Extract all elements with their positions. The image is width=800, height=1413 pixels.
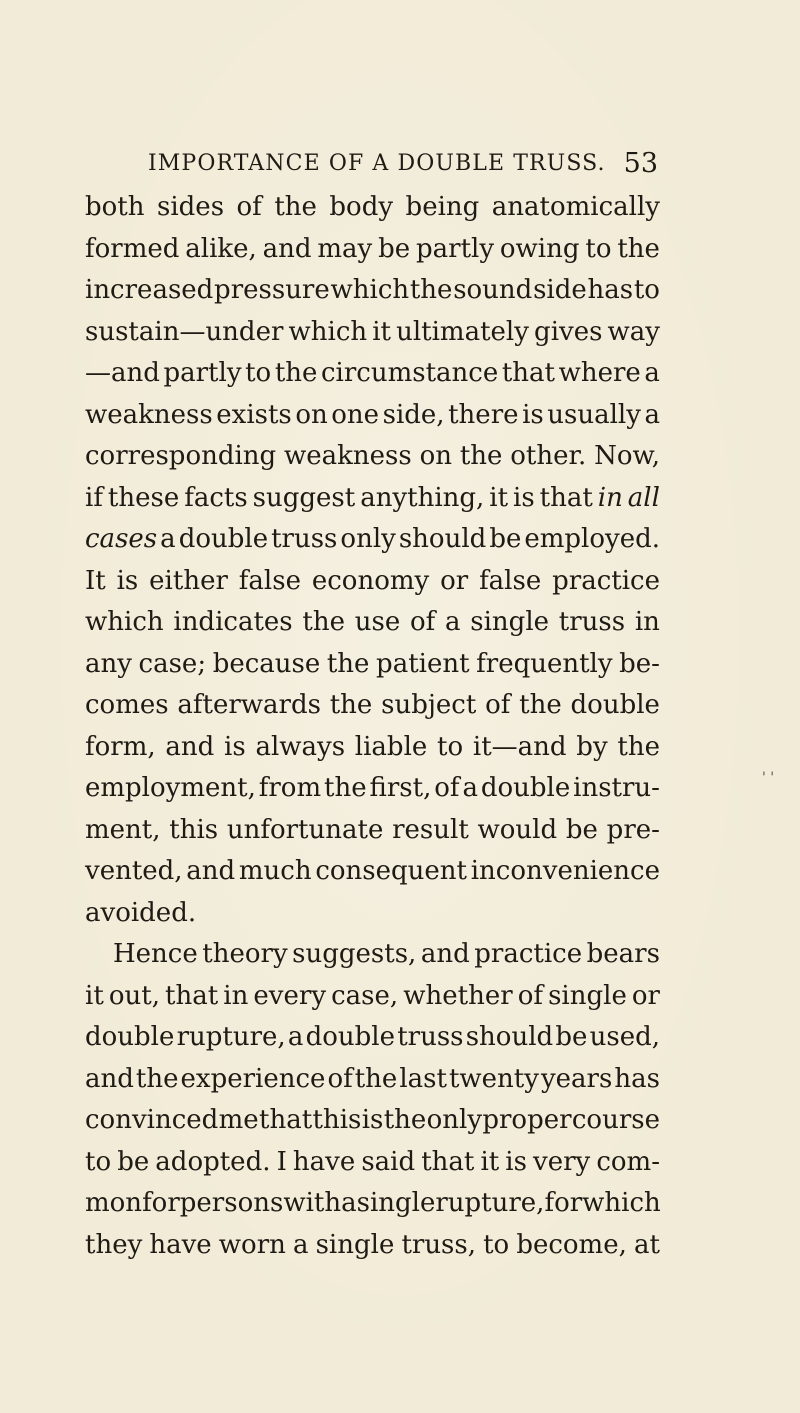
word: in xyxy=(634,607,660,637)
word: is xyxy=(505,1146,527,1177)
text-line xyxy=(85,353,660,395)
word: where xyxy=(558,358,641,388)
word: to xyxy=(85,1146,112,1177)
word: liable xyxy=(354,731,428,762)
word: consequent xyxy=(315,856,468,886)
word: out, xyxy=(108,980,160,1011)
text-line xyxy=(85,312,660,354)
word: be xyxy=(117,1146,150,1177)
word: rupture, xyxy=(435,1188,545,1218)
word: truss xyxy=(271,524,338,554)
word: adopted. xyxy=(155,1146,271,1177)
text-line xyxy=(85,1142,660,1184)
word: or xyxy=(631,980,660,1011)
word: the xyxy=(302,607,345,637)
word: afterwards xyxy=(177,690,321,720)
text-line-with-italic xyxy=(85,519,660,561)
word: body xyxy=(329,192,394,222)
word: partly xyxy=(163,358,242,388)
word: only xyxy=(340,524,396,554)
word: that xyxy=(539,482,593,513)
word: anything, xyxy=(360,482,485,513)
word: be xyxy=(555,1022,588,1052)
word: use xyxy=(354,607,401,637)
word: proper xyxy=(482,1105,572,1135)
text-line-paragraph-start xyxy=(85,934,660,976)
word: a xyxy=(462,773,478,803)
word: may xyxy=(317,233,373,264)
word: the xyxy=(135,1063,179,1094)
word: that xyxy=(421,1146,475,1177)
word: partly xyxy=(416,233,495,264)
word: a xyxy=(644,358,660,388)
word: one xyxy=(331,399,380,430)
word: rupture, xyxy=(176,1022,286,1052)
word: is xyxy=(361,1105,384,1135)
text-line-with-italic xyxy=(85,478,660,520)
word: for xyxy=(544,1188,583,1218)
word: increased xyxy=(85,275,214,305)
word: twenty xyxy=(448,1063,539,1094)
word: ment, xyxy=(85,814,161,845)
word: facts xyxy=(184,482,248,513)
word: the xyxy=(519,690,562,720)
word: have xyxy=(149,1229,212,1260)
word: is xyxy=(513,482,535,513)
word: is xyxy=(522,399,544,430)
word: truss, xyxy=(401,1229,477,1260)
text-line xyxy=(85,395,660,437)
word: the xyxy=(409,275,453,305)
word: mon xyxy=(85,1188,143,1218)
word: with xyxy=(283,1188,342,1218)
word: only xyxy=(426,1105,483,1135)
text-line xyxy=(85,1100,660,1142)
word: experience xyxy=(180,1063,326,1094)
word: exists xyxy=(216,399,292,430)
word: worn xyxy=(218,1229,286,1260)
word: this xyxy=(169,814,219,845)
word: of xyxy=(236,192,262,222)
word: indicates xyxy=(173,607,293,637)
word: they xyxy=(85,1229,143,1260)
word: years xyxy=(540,1063,613,1094)
word: either xyxy=(149,565,228,596)
word: anatomically xyxy=(491,192,660,222)
word: inconvenience xyxy=(470,856,660,886)
text-line xyxy=(85,1017,660,1059)
text-line xyxy=(85,1225,660,1267)
word: on xyxy=(419,441,452,471)
word: single xyxy=(356,1188,436,1218)
word: patient xyxy=(376,648,470,679)
word: the xyxy=(354,1063,398,1094)
word: ultimately xyxy=(396,316,529,347)
text-line xyxy=(85,851,660,893)
word: the xyxy=(617,233,660,264)
word: double xyxy=(480,773,571,803)
word: if xyxy=(85,482,103,513)
running-head: IMPORTANCE OF A DOUBLE TRUSS. xyxy=(148,151,606,176)
word: circumstance xyxy=(321,358,499,388)
word: and xyxy=(85,1063,134,1094)
word: other. xyxy=(510,441,587,471)
word: first, xyxy=(369,773,432,803)
word: said xyxy=(361,1146,416,1177)
word: the xyxy=(383,1105,427,1135)
word: practice xyxy=(552,565,660,596)
word: weakness xyxy=(284,441,412,471)
word: alike, xyxy=(185,233,257,264)
word: false xyxy=(238,565,301,596)
word: —and xyxy=(85,358,160,388)
word: sound xyxy=(453,275,533,305)
text-line xyxy=(85,644,660,686)
word: and xyxy=(186,856,236,886)
word: way xyxy=(607,316,660,347)
margin-mark: ' ' xyxy=(762,770,775,786)
word: the xyxy=(274,192,317,222)
word: which xyxy=(85,607,164,637)
word: on xyxy=(295,399,328,430)
word: is xyxy=(116,565,139,596)
text-line xyxy=(85,436,660,478)
word: of xyxy=(517,980,543,1011)
word: the xyxy=(324,773,367,803)
italic-word: all xyxy=(627,482,660,513)
word: persons xyxy=(179,1188,284,1218)
word: much xyxy=(238,856,312,886)
word: pre- xyxy=(606,814,660,845)
word: gives xyxy=(534,316,603,347)
word: to xyxy=(437,731,464,762)
word: to xyxy=(585,233,612,264)
word: employed. xyxy=(524,524,660,554)
word: the xyxy=(274,358,318,388)
word: I xyxy=(276,1146,287,1177)
text-line xyxy=(85,187,660,229)
word: the xyxy=(326,648,370,679)
word: of xyxy=(485,690,511,720)
word: unfortunate xyxy=(226,814,384,845)
word: suggest xyxy=(252,482,356,513)
word: by xyxy=(576,731,608,762)
word: pressure xyxy=(214,275,330,305)
text-line xyxy=(85,229,660,271)
page-header xyxy=(148,146,658,182)
word: a xyxy=(160,524,176,554)
word: owing xyxy=(499,233,580,264)
word: and xyxy=(420,939,470,969)
word: sides xyxy=(157,192,225,222)
word: it xyxy=(85,980,104,1011)
word: employment, xyxy=(85,773,256,803)
text-line xyxy=(85,561,660,603)
word: side xyxy=(533,275,587,305)
word: any xyxy=(85,648,132,679)
word: should xyxy=(398,524,487,554)
word: become, xyxy=(516,1229,627,1260)
word: practice xyxy=(474,939,583,969)
word: case; xyxy=(138,648,207,679)
word: these xyxy=(107,482,180,513)
word: double xyxy=(305,1022,395,1052)
text-line xyxy=(85,976,660,1018)
word: of xyxy=(327,1063,353,1094)
text-line xyxy=(85,727,660,769)
word: frequently xyxy=(476,648,613,679)
word: whether xyxy=(403,980,513,1011)
word: to xyxy=(633,275,660,305)
word: the xyxy=(459,441,503,471)
word: subject xyxy=(381,690,477,720)
word: a xyxy=(644,399,660,430)
word: false xyxy=(479,565,542,596)
word: side, xyxy=(382,399,445,430)
page-number: 53 xyxy=(623,148,658,179)
word: be xyxy=(565,814,598,845)
text-line xyxy=(85,1059,660,1101)
word: It xyxy=(85,565,106,596)
word: double xyxy=(85,1022,175,1052)
word: and xyxy=(262,233,312,264)
word: it xyxy=(480,1146,500,1177)
word: Hence xyxy=(113,939,198,969)
word: have xyxy=(292,1146,356,1177)
word: a xyxy=(341,1188,357,1218)
word: single xyxy=(470,607,550,637)
word: it xyxy=(372,316,391,347)
word: has xyxy=(614,1063,660,1094)
word: a xyxy=(445,607,461,637)
word: the xyxy=(617,731,660,762)
word: at xyxy=(633,1229,660,1260)
word: single xyxy=(315,1229,395,1260)
word: be xyxy=(489,524,522,554)
word: of xyxy=(434,773,460,803)
word: to xyxy=(483,1229,510,1260)
word: that xyxy=(259,1105,313,1135)
word: economy xyxy=(311,565,430,596)
word: me xyxy=(218,1105,259,1135)
word: theory xyxy=(202,939,288,969)
word: it—and xyxy=(472,731,567,762)
text-line xyxy=(85,810,660,852)
word: which xyxy=(330,275,410,305)
text-line xyxy=(85,270,660,312)
word: it xyxy=(489,482,509,513)
word: be- xyxy=(619,648,660,679)
word: convinced xyxy=(85,1105,219,1135)
word: or xyxy=(440,565,469,596)
text-line xyxy=(85,1183,660,1225)
word: always xyxy=(255,731,346,762)
word: the xyxy=(329,690,373,720)
word: that xyxy=(165,980,219,1011)
italic-word: cases xyxy=(85,524,158,554)
word: last xyxy=(399,1063,447,1094)
word: very xyxy=(533,1146,591,1177)
word: should xyxy=(465,1022,554,1052)
word: weakness xyxy=(85,399,213,430)
word: com- xyxy=(596,1146,660,1177)
word: course xyxy=(571,1105,660,1135)
word: both xyxy=(85,192,145,222)
word: which xyxy=(582,1188,661,1218)
text-line xyxy=(85,602,660,644)
text-line xyxy=(85,768,660,810)
word: this xyxy=(312,1105,362,1135)
word: because xyxy=(212,648,321,679)
word: being xyxy=(405,192,480,222)
word: instru- xyxy=(573,773,660,803)
word: double xyxy=(178,524,269,554)
word: every xyxy=(253,980,327,1011)
word: bears xyxy=(586,939,660,969)
word: has xyxy=(587,275,634,305)
word: is xyxy=(224,731,246,762)
italic-word: in xyxy=(597,482,623,513)
word: form, xyxy=(85,731,156,762)
word: double xyxy=(570,690,660,720)
word: in xyxy=(223,980,249,1011)
word: a xyxy=(287,1022,304,1052)
word: corresponding xyxy=(85,441,277,471)
word: and xyxy=(165,731,215,762)
word: formed xyxy=(85,233,180,264)
word: for xyxy=(142,1188,180,1218)
word: would xyxy=(477,814,558,845)
word: sustain—under xyxy=(85,316,284,347)
word: used, xyxy=(589,1022,660,1052)
text-line xyxy=(85,685,660,727)
text-line: avoided. xyxy=(85,897,197,928)
word: single xyxy=(548,980,627,1011)
word: a xyxy=(292,1229,309,1260)
word: result xyxy=(392,814,469,845)
word: comes xyxy=(85,690,169,720)
word: from xyxy=(258,773,322,803)
body-text xyxy=(85,187,660,1266)
word: case, xyxy=(331,980,399,1011)
word: to xyxy=(245,358,272,388)
word: of xyxy=(409,607,436,637)
word: suggests, xyxy=(292,939,417,969)
word: truss xyxy=(397,1022,464,1052)
word: usually xyxy=(547,399,641,430)
word: be xyxy=(378,233,411,264)
word: Now, xyxy=(594,441,660,471)
word: that xyxy=(501,358,556,388)
word: vented, xyxy=(85,856,183,886)
word: truss xyxy=(558,607,626,637)
word: there xyxy=(448,399,519,430)
word: which xyxy=(288,316,368,347)
